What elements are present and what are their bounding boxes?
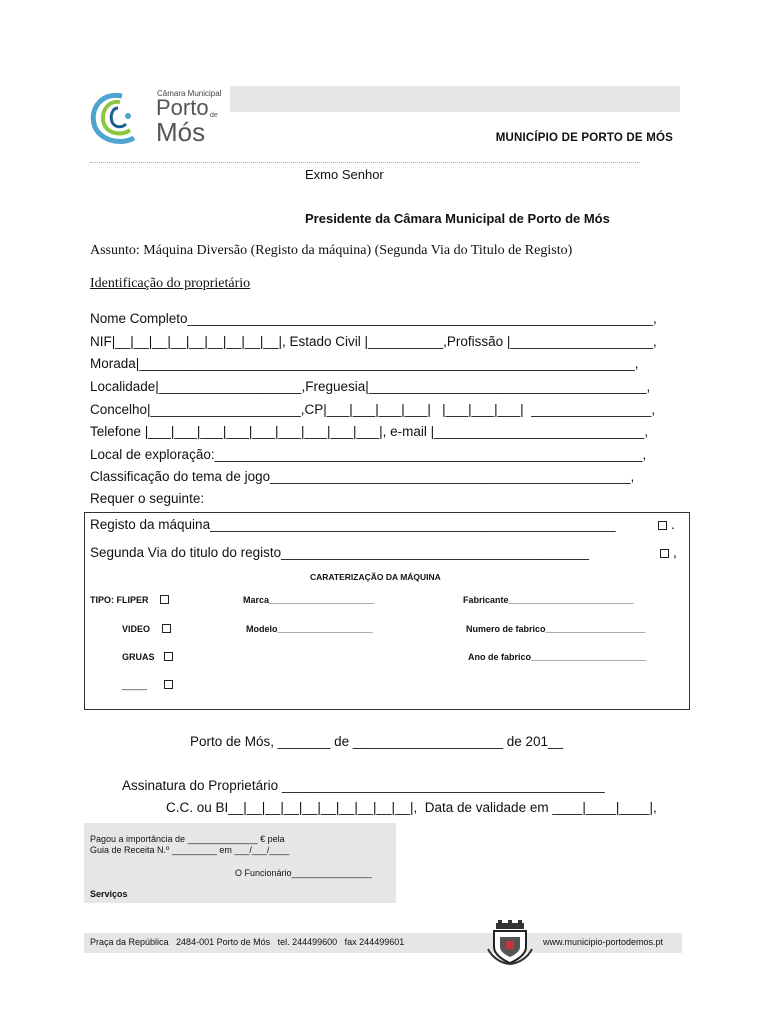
- header-grey-bar: [230, 86, 680, 112]
- field-local-exploracao[interactable]: Local de exploração:_________________________________________________________,: [90, 447, 647, 462]
- video-checkbox[interactable]: [162, 624, 171, 633]
- gruas-checkbox[interactable]: [164, 652, 173, 661]
- segunda-via-checkbox[interactable]: [660, 549, 669, 558]
- registo-line: Registo da máquina______________________________________________________: [90, 517, 616, 532]
- caracterizacao-title: CARATERIZAÇÃO DA MÁQUINA: [310, 572, 441, 582]
- funcionario-line: O Funcionário________________: [235, 868, 372, 878]
- subject-line: Assunto: Máquina Diversão (Registo da máquina) (Segunda Via do Titulo de Registo): [90, 243, 573, 258]
- ano-fabrico-field[interactable]: Ano de fabrico_______________________: [468, 652, 647, 662]
- footer-address: Praça da República 2484-001 Porto de Mós tel. 244499600 fax 244499601: [90, 937, 405, 947]
- request-box: [84, 512, 690, 710]
- header-divider: [90, 162, 640, 163]
- other-type-checkbox[interactable]: [164, 680, 173, 689]
- tipo-fliper-label: TIPO: FLIPER: [90, 595, 149, 605]
- gruas-label: GRUAS: [122, 652, 155, 662]
- field-concelho-cp[interactable]: Concelho|____________________,CP|___|___|___|___| |___|___|___| ________________,: [90, 402, 656, 417]
- logo-line2: Porto: [156, 95, 209, 120]
- logo-line1: Câmara Municipal: [157, 89, 222, 98]
- logo-line3: Mós: [156, 117, 206, 147]
- guia-line: Guia de Receita N.º _________ em ___/___/____: [90, 845, 290, 855]
- segunda-via-line: Segunda Via do titulo do registo_________________________________________: [90, 545, 589, 560]
- greeting: Exmo Senhor: [305, 167, 384, 182]
- field-tema-jogo[interactable]: Classificação do tema de jogo________________________________________________,: [90, 469, 635, 484]
- pagou-line: Pagou a importância de ______________ € pela: [90, 834, 285, 844]
- municipio-title: MUNICÍPIO DE PORTO DE MÓS: [495, 132, 673, 144]
- servicos-label: Serviços: [90, 889, 128, 899]
- signature-line[interactable]: Assinatura do Proprietário ___________________________________________: [122, 778, 605, 793]
- field-morada[interactable]: Morada|__________________________________________________________________,: [90, 356, 639, 371]
- cc-validity-line[interactable]: C.C. ou BI__|__|__|__|__|__|__|__|__|__|, Data de validade em ____|____|____|,: [166, 800, 657, 815]
- numero-fabrico-field[interactable]: Numero de fabrico____________________: [466, 624, 646, 634]
- modelo-field[interactable]: Modelo___________________: [246, 624, 373, 634]
- field-nome-completo[interactable]: Nome Completo______________________________________________________________,: [90, 311, 657, 326]
- coat-of-arms-icon: [486, 919, 534, 965]
- requer-label: Requer o seguinte:: [90, 491, 205, 506]
- fliper-checkbox[interactable]: [160, 595, 169, 604]
- section-title: Identificação do proprietário: [90, 276, 251, 291]
- field-localidade-freguesia[interactable]: Localidade|___________________,Freguesia|_____________________________________,: [90, 379, 651, 394]
- field-telefone-email[interactable]: Telefone |___|___|___|___|___|___|___|___|___|, e-mail |____________________________,: [90, 424, 649, 439]
- date-line[interactable]: Porto de Mós, _______ de ____________________ de 201__: [190, 734, 564, 749]
- video-label: VIDEO: [122, 624, 151, 634]
- fabricante-field[interactable]: Fabricante_________________________: [463, 595, 634, 605]
- segunda-via-end: ,: [673, 545, 677, 560]
- logo-de: de: [210, 112, 218, 119]
- field-nif-estado-civil-profissao[interactable]: NIF|__|__|__|__|__|__|__|__|__|, Estado Civil |__________,Profissão |___________________,: [90, 334, 657, 349]
- registo-checkbox[interactable]: [658, 521, 667, 530]
- addressee-title: Presidente da Câmara Municipal de Porto de Mós: [305, 211, 610, 226]
- marca-field[interactable]: Marca_____________________: [243, 595, 375, 605]
- footer-website[interactable]: www.municipio-portodemos.pt: [543, 937, 664, 947]
- other-type-label[interactable]: _____: [122, 680, 148, 690]
- registo-end: .: [671, 517, 675, 532]
